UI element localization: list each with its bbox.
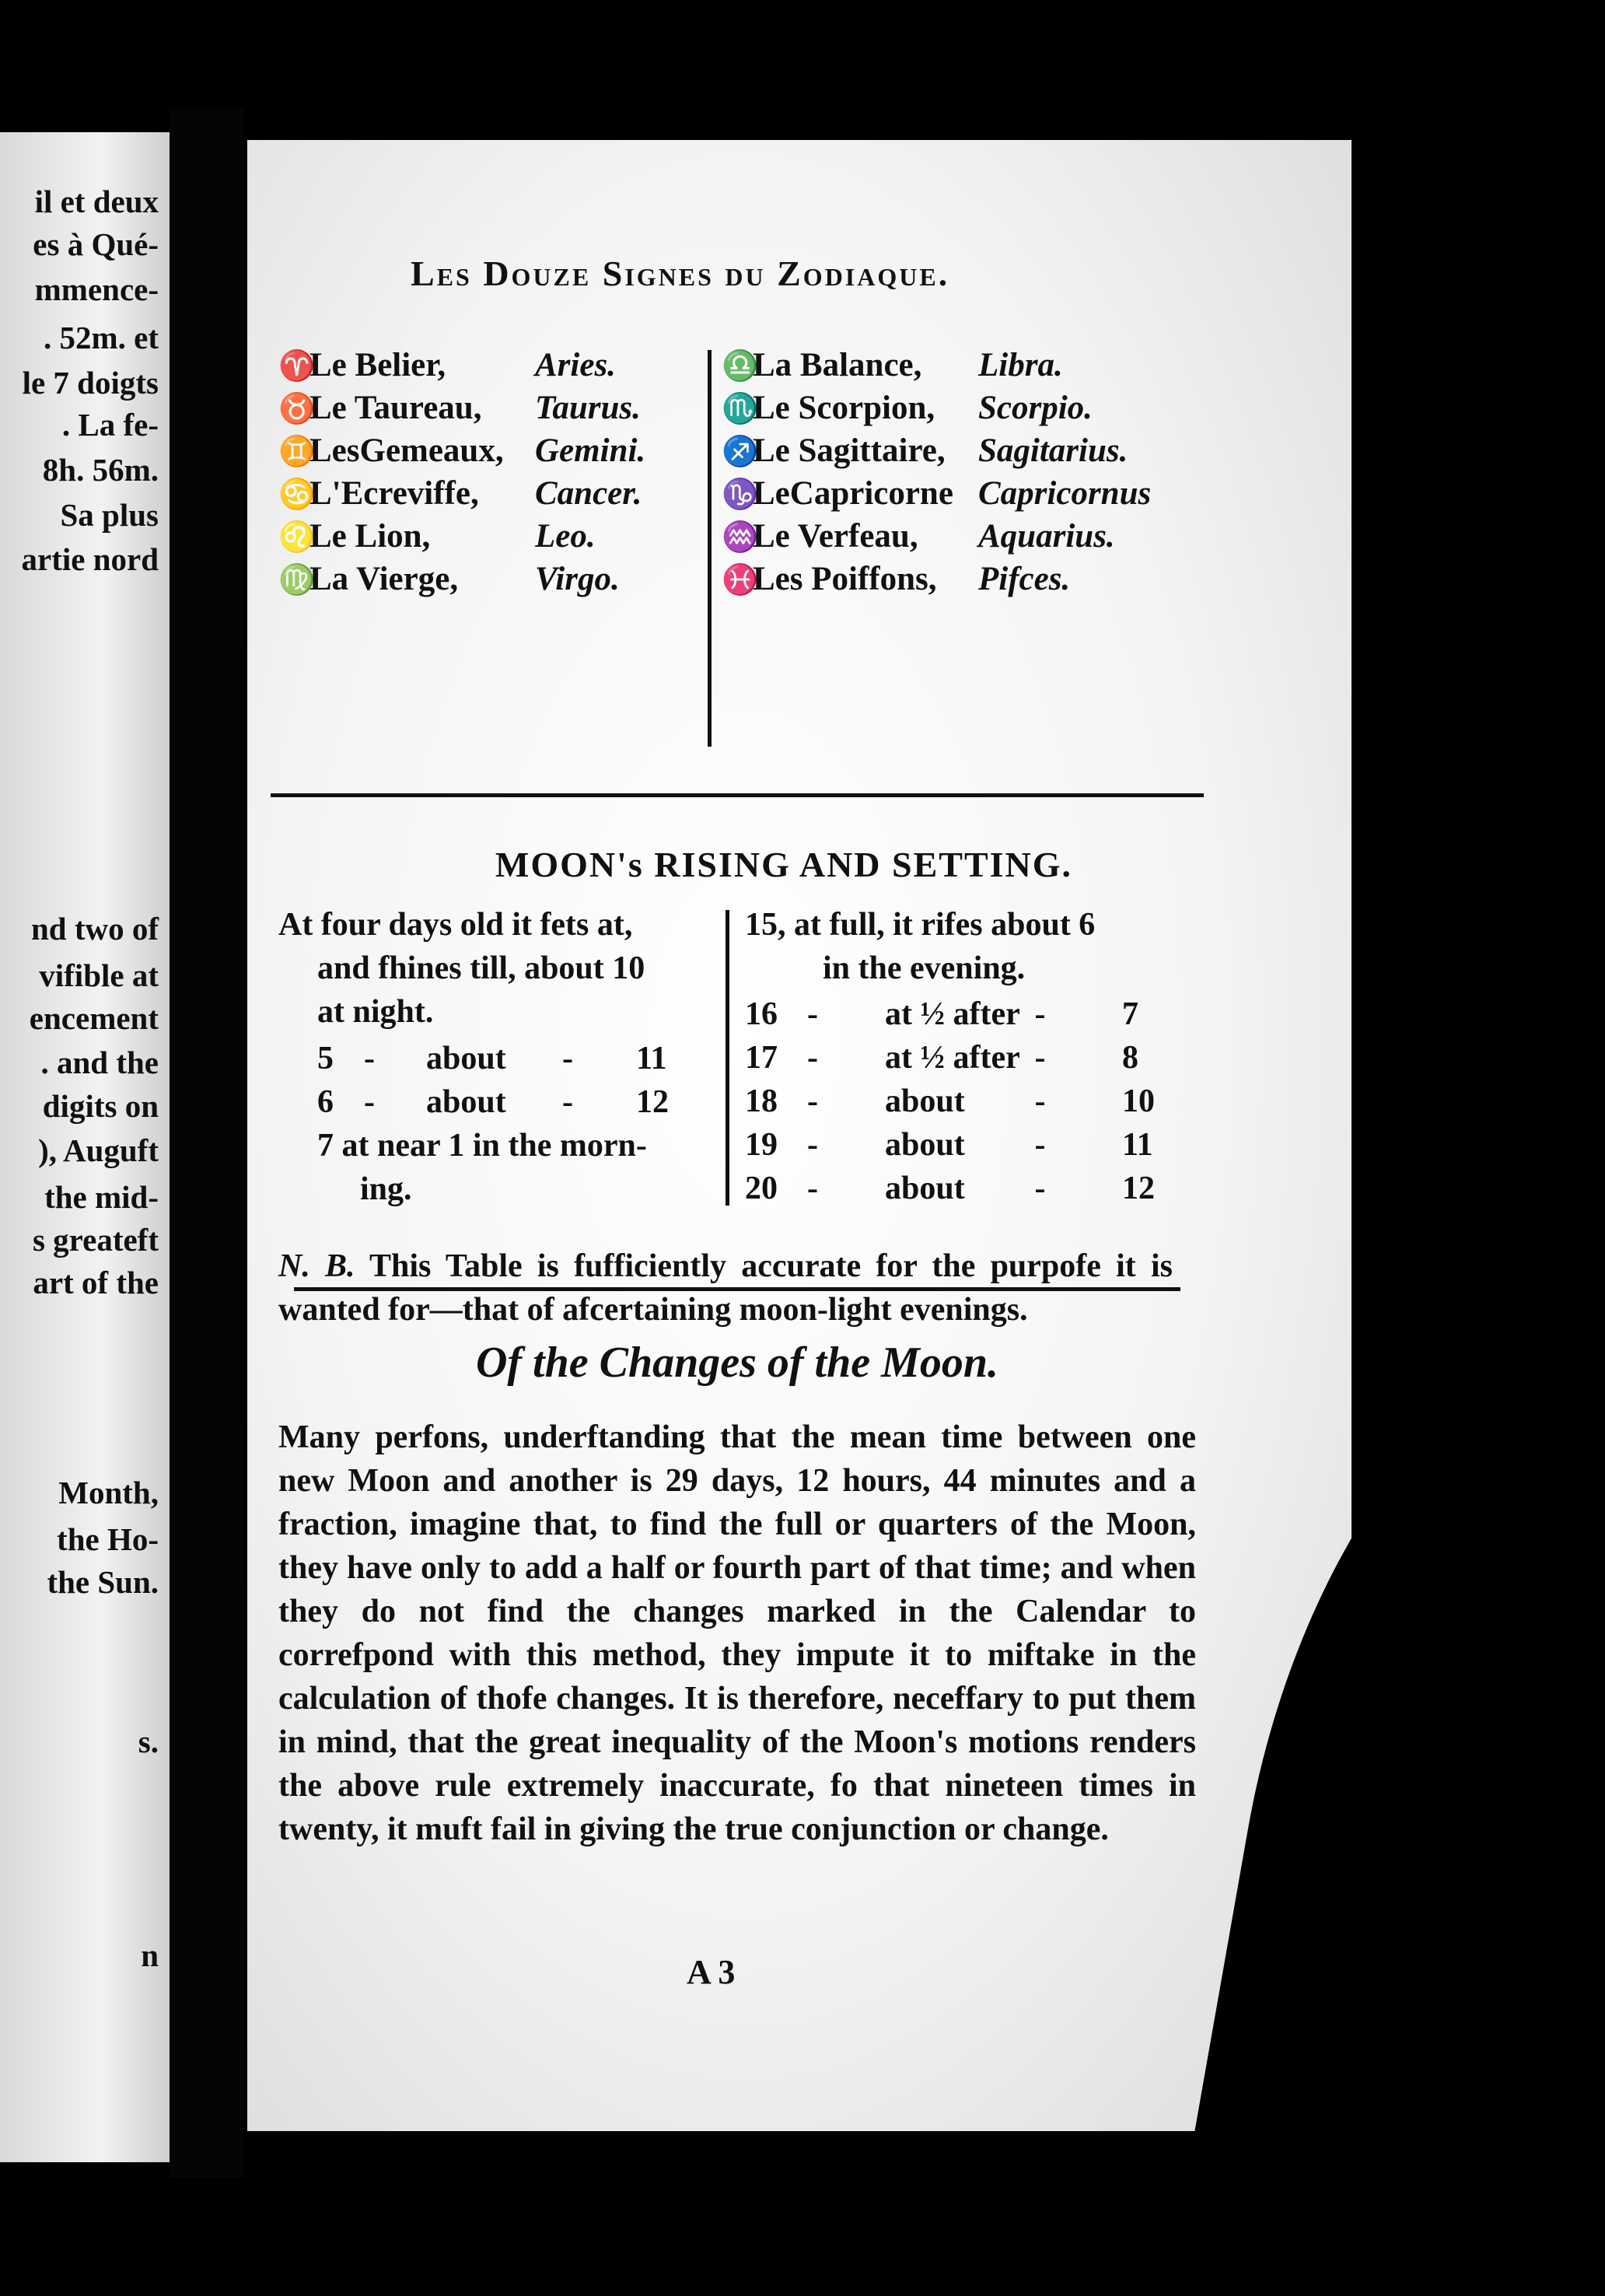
zodiac-row: [722, 560, 1196, 603]
moon-row-hour: 7: [1122, 996, 1138, 1032]
leader-dash: -: [807, 1083, 818, 1119]
leader-dash: -: [1034, 996, 1046, 1032]
libra-icon: ♎: [722, 350, 759, 383]
zodiac-latin-name: Taurus.: [535, 390, 641, 426]
rule-middle: [294, 1287, 1180, 1291]
zodiac-latin-name: Aquarius.: [978, 518, 1115, 555]
leader-dash: -: [1034, 1171, 1046, 1206]
zodiac-latin-name: Gemini.: [535, 432, 646, 469]
left-page-line: le 7 doigts: [22, 365, 159, 401]
zodiac-french-name: LeCapricorne: [753, 475, 953, 512]
left-page-line: art of the: [33, 1265, 159, 1300]
leader-dash: -: [562, 1041, 573, 1076]
zodiac-french-name: Les Poiffons,: [753, 561, 937, 597]
zodiac-column-right: [722, 346, 1196, 603]
left-page-line: . and the: [40, 1045, 159, 1080]
moon-row-label: about: [885, 1127, 965, 1163]
capricorn-icon: ♑: [722, 478, 759, 511]
gemini-icon: ♊: [278, 436, 316, 468]
left-page-line: . 52m. et: [43, 320, 159, 355]
left-page-line: Month,: [58, 1475, 159, 1510]
moon-row-day: 20: [745, 1171, 778, 1206]
moon-text-line: ing.: [360, 1171, 412, 1207]
leader-dash: -: [364, 1084, 375, 1120]
left-page-line: the mid-: [44, 1179, 159, 1215]
moon-row-day: 16: [745, 996, 778, 1032]
aquarius-icon: ♒: [722, 521, 759, 554]
zodiac-french-name: LesGemeaux,: [309, 432, 504, 469]
zodiac-row: [722, 474, 1196, 517]
moon-text-line: 15, at full, it rifes about 6: [745, 907, 1096, 943]
leader-dash: -: [1034, 1040, 1046, 1076]
leader-dash: -: [562, 1084, 573, 1120]
left-page-line: es à Qué-: [33, 226, 159, 262]
zodiac-french-name: Le Sagittaire,: [753, 432, 946, 469]
leader-dash: -: [807, 996, 818, 1032]
book-page: [247, 140, 1351, 2131]
left-page-line: digits on: [42, 1088, 159, 1124]
pisces-icon: ♓: [722, 564, 759, 597]
book-gutter: [170, 109, 244, 2178]
zodiac-row: [278, 517, 605, 560]
nb-prefix: N. B.: [278, 1248, 355, 1284]
zodiac-french-name: La Vierge,: [309, 561, 459, 597]
left-page-line: il et deux: [34, 184, 159, 219]
taurus-icon: ♉: [278, 393, 316, 425]
zodiac-french-name: L'Ecreviffe,: [309, 475, 479, 512]
zodiac-row: [722, 517, 1196, 560]
moon-table-divider: [726, 910, 729, 1206]
moon-text-line: in the evening.: [823, 950, 1026, 986]
moon-row-hour: 11: [1122, 1127, 1153, 1163]
leader-dash: -: [807, 1127, 818, 1163]
left-page-line: the Ho-: [57, 1521, 159, 1557]
moon-row-day: 17: [745, 1040, 778, 1076]
virgo-icon: ♍: [278, 564, 316, 597]
moon-text-line: At four days old it fets at,: [278, 907, 633, 943]
zodiac-row: [278, 560, 620, 603]
moon-row-hour: 8: [1122, 1040, 1138, 1076]
left-page-line: n: [141, 1937, 159, 1973]
scorpio-icon: ♏: [722, 393, 759, 425]
left-page-line: Sa plus: [60, 497, 159, 533]
leader-dash: -: [807, 1040, 818, 1076]
zodiac-french-name: Le Scorpion,: [753, 390, 935, 426]
zodiac-row: [278, 346, 616, 389]
zodiac-french-name: Le Lion,: [309, 518, 431, 555]
left-page-line: s greateft: [32, 1222, 159, 1258]
running-head: Les Douze Signes du Zodiaque.: [411, 254, 950, 293]
zodiac-french-name: Le Belier,: [309, 347, 446, 383]
zodiac-french-name: Le Verfeau,: [753, 518, 918, 555]
zodiac-row: [722, 389, 1196, 432]
moon-row-day: 18: [745, 1083, 778, 1119]
moon-row-day: 6: [317, 1084, 334, 1120]
body-paragraph: Many perfons, underftanding that the mean time between one new Moon and another is 29 days, 12 hours, 44 minutes and a fraction, imagine that, to find the full or quarters of the Moon, they have only to add a half or fourth part of that time; and when they do not find the changes marked in the Calendar to correfpond with this method, they impute it to miftake in the calculation of thofe changes. It is therefore, neceffary to put them in mind, that the great inequality of the Moon's motions renders the above rule extremely inaccurate, fo that nineteen times in twenty, it muft fail in giving the true conjunction or change.: [278, 1419, 1196, 1847]
moon-row-hour: 12: [1122, 1171, 1155, 1206]
zodiac-divider: [708, 350, 712, 747]
moon-row-label: about: [885, 1171, 965, 1206]
zodiac-latin-name: Aries.: [535, 347, 616, 383]
left-page-line: ), Auguft: [38, 1132, 159, 1168]
moon-text-line: 7 at near 1 in the morn-: [317, 1128, 647, 1164]
section-title: Of the Changes of the Moon.: [475, 1339, 999, 1387]
zodiac-latin-name: Cancer.: [535, 475, 642, 512]
zodiac-french-name: Le Taureau,: [309, 390, 482, 426]
left-page-line: 8h. 56m.: [42, 452, 159, 488]
left-page-line: mmence-: [34, 271, 159, 307]
zodiac-column-left: [278, 346, 646, 603]
zodiac-latin-name: Libra.: [978, 347, 1063, 383]
sagittarius-icon: ♐: [722, 436, 759, 468]
leader-dash: -: [1034, 1127, 1046, 1163]
left-page-line: artie nord: [21, 541, 159, 577]
leader-dash: -: [1034, 1083, 1046, 1119]
zodiac-latin-name: Pifces.: [978, 561, 1071, 597]
cancer-icon: ♋: [278, 478, 316, 511]
moon-row-hour: 11: [636, 1041, 667, 1076]
zodiac-row: [722, 432, 1196, 474]
rule-top: [271, 793, 1204, 797]
zodiac-row: [722, 346, 1196, 389]
leo-icon: ♌: [278, 521, 316, 554]
left-page-line: encement: [29, 1000, 159, 1036]
moon-row-label: about: [426, 1041, 506, 1076]
left-page-line: . La fe-: [61, 407, 159, 443]
aries-icon: ♈: [278, 350, 316, 383]
left-page-line: nd two of: [30, 911, 159, 947]
zodiac-latin-name: Virgo.: [535, 561, 620, 597]
signature-mark: A 3: [687, 1953, 736, 1991]
moon-row-hour: 10: [1122, 1083, 1155, 1119]
moon-row-day: 19: [745, 1127, 778, 1163]
moon-text-line: at night.: [317, 994, 434, 1030]
leader-dash: -: [807, 1171, 818, 1206]
zodiac-latin-name: Capricornus: [978, 475, 1152, 512]
moon-row-label: at ½ after: [885, 1040, 1020, 1076]
nb-text: This Table is fufficiently accurate for the purpofe it is wanted for—that of afcertaining moon-light evenings.: [278, 1248, 1173, 1328]
left-page-line: s.: [138, 1724, 159, 1759]
moon-text-line: and fhines till, about 10: [317, 950, 645, 986]
zodiac-french-name: La Balance,: [753, 347, 922, 383]
zodiac-latin-name: Scorpio.: [978, 390, 1093, 426]
left-page-line: the Sun.: [47, 1564, 159, 1600]
zodiac-row: [278, 474, 642, 517]
moon-row-day: 5: [317, 1041, 334, 1076]
moon-row-label: about: [885, 1083, 965, 1119]
leader-dash: -: [364, 1041, 375, 1076]
zodiac-latin-name: Sagitarius.: [978, 432, 1128, 469]
left-page-line: vifible at: [39, 957, 159, 993]
moon-table-title: MOON's RISING AND SETTING.: [495, 845, 1073, 884]
zodiac-latin-name: Leo.: [535, 518, 596, 555]
moon-row-label: at ½ after: [885, 996, 1020, 1032]
zodiac-row: [278, 432, 646, 474]
zodiac-row: [278, 389, 641, 432]
moon-row-hour: 12: [636, 1084, 669, 1120]
left-facing-page-fragment: [0, 132, 170, 2162]
moon-row-label: about: [426, 1084, 506, 1120]
